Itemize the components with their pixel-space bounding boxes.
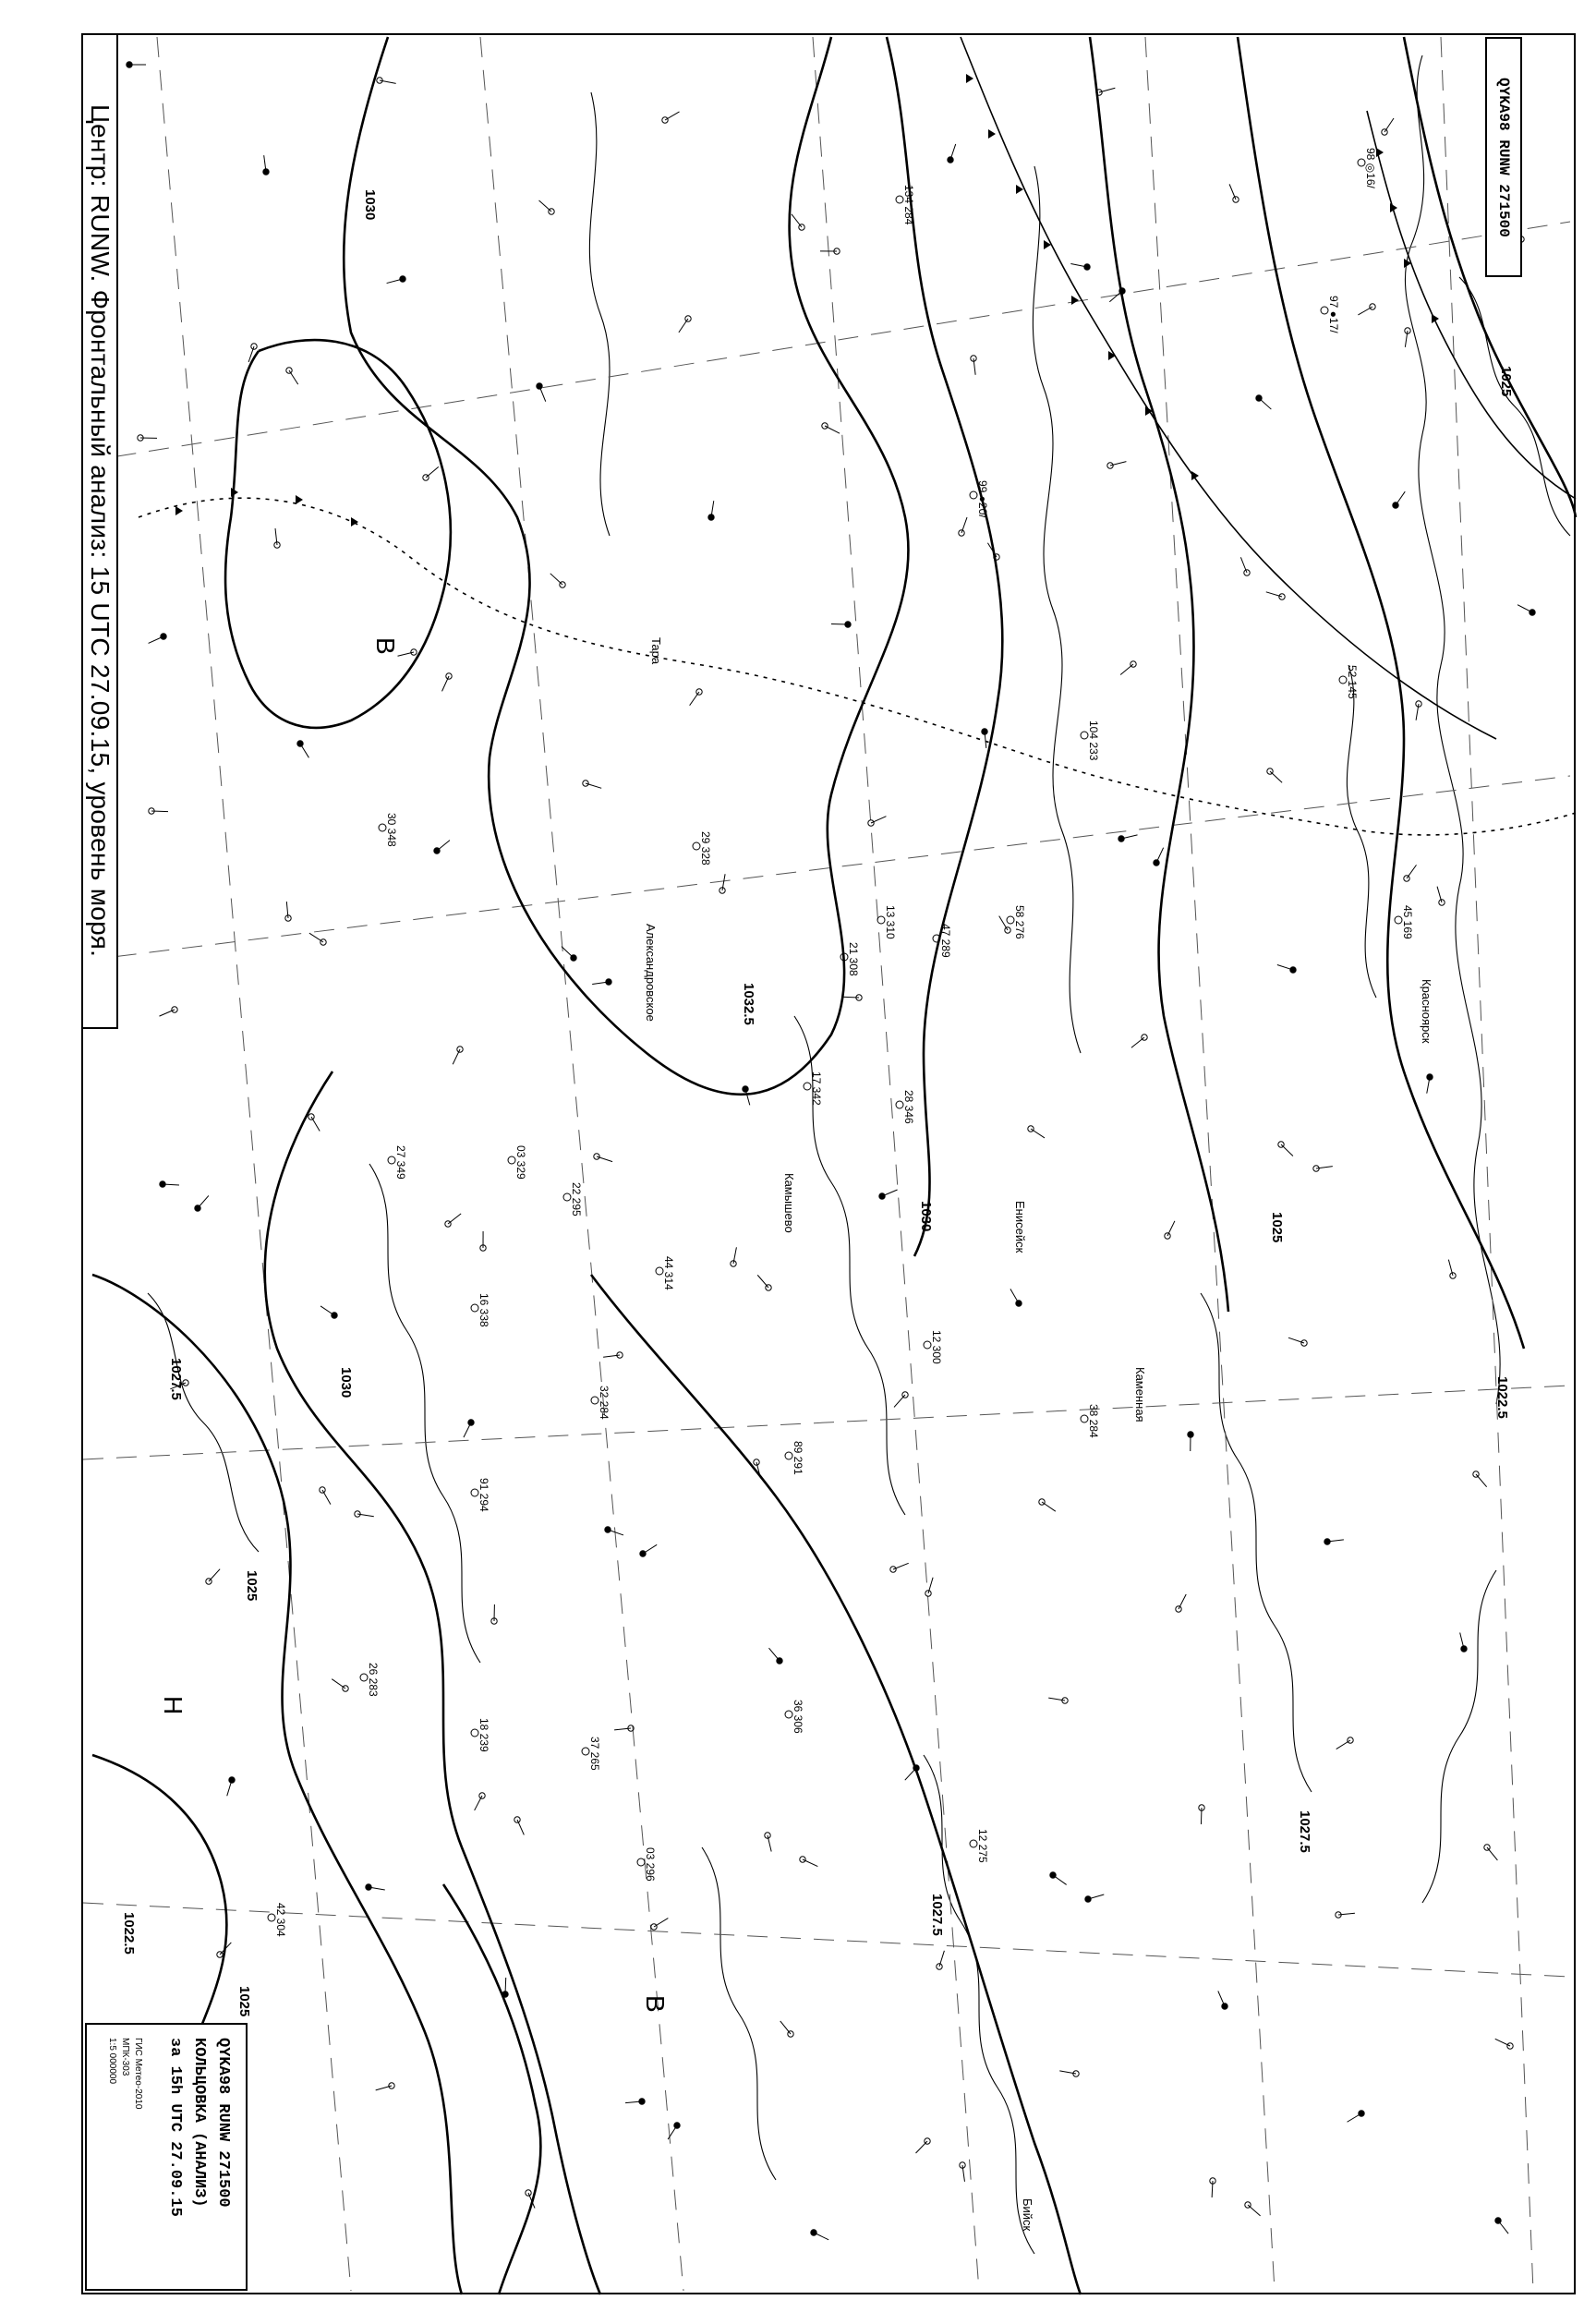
isobar-label: 1025 [1498, 366, 1514, 397]
station-plot: 52 145 [1346, 665, 1359, 699]
map-frame [81, 33, 1576, 2294]
isobar-label: 1030 [338, 1367, 354, 1398]
station-plot: 32 284 [598, 1386, 611, 1420]
station-plot: 38 284 [1087, 1404, 1100, 1438]
station-plot: 42 304 [274, 1903, 287, 1937]
station-plot: 99 ●20/ [976, 480, 989, 518]
station-plot: 58 276 [1013, 905, 1026, 939]
legend-line-2: КОЛЬЦОВКА (АНАЛИЗ) [190, 2038, 208, 2208]
station-plot: 03 329 [514, 1145, 527, 1180]
station-plot: 28 346 [902, 1090, 915, 1124]
isobar-label: 1025 [236, 1986, 252, 2017]
legend-line-4: ГИС Метео-2010 [133, 2038, 143, 2110]
isobar-label: 1022.5 [121, 1912, 137, 1955]
station-plot: 29 328 [699, 831, 712, 866]
station-plot: 44 314 [662, 1256, 675, 1290]
station-plot: 98 ◎16/ [1364, 148, 1377, 188]
station-plot: 37 265 [588, 1737, 601, 1771]
station-plot: 17 342 [810, 1071, 823, 1106]
legend-box [85, 2023, 248, 2291]
legend-line-5: МПК-303 [120, 2038, 130, 2076]
place-name: Бийск [1021, 2198, 1034, 2232]
station-plot: 12 275 [976, 1829, 989, 1863]
station-plot: 21 308 [847, 942, 860, 976]
legend-line-6: 1:5 000000 [107, 2038, 117, 2085]
pressure-center: Н [159, 1696, 187, 1715]
station-plot: 30 348 [385, 813, 398, 847]
header-code: QYKA98 RUNW 271500 [1485, 37, 1522, 277]
place-name: Александровское [644, 924, 658, 1022]
station-plot: 104 233 [1087, 720, 1100, 761]
station-plot: 47 289 [939, 924, 952, 958]
isobar-label: 1032.5 [741, 983, 756, 1025]
legend-line-1: QYKA98 RUNW 271500 [214, 2038, 232, 2208]
isobar-label: 1027.5 [1297, 1810, 1312, 1853]
isobar-label: 1030 [918, 1201, 934, 1232]
map-title: Центр: RUNW. Фронтальный анализ: 15 UTC 27.09.15, уровень моря. [81, 33, 118, 1029]
station-plot: 89 291 [792, 1441, 804, 1475]
place-name: Тара [649, 637, 663, 665]
isobar-label: 1025 [1269, 1212, 1285, 1243]
pressure-center: В [371, 637, 400, 655]
isobar-label: 1027.5 [929, 1894, 945, 1936]
pressure-center: В [641, 1995, 670, 2013]
station-plot: 03 296 [644, 1847, 657, 1882]
station-plot: 16 338 [478, 1293, 490, 1327]
isobar-label: 1027.5 [168, 1358, 184, 1400]
station-plot: 26 283 [367, 1663, 380, 1697]
place-name: Камышево [782, 1173, 796, 1233]
legend-line-3: за 15h UTC 27.09.15 [166, 2038, 184, 2217]
station-plot: 13 310 [884, 905, 897, 939]
station-plot: 12 300 [930, 1330, 943, 1364]
station-plot: 134 284 [902, 185, 915, 225]
station-plot: 18 239 [478, 1718, 490, 1752]
isobar-label: 1025 [244, 1570, 260, 1602]
isobar-label: 1022.5 [1494, 1376, 1510, 1419]
place-name: Енисейск [1013, 1201, 1027, 1253]
station-plot: 97 ●17/ [1327, 296, 1340, 333]
place-name: Каменная [1133, 1367, 1147, 1422]
station-plot: 36 306 [792, 1700, 804, 1734]
station-plot: 22 295 [570, 1182, 583, 1217]
station-plot: 91 294 [478, 1478, 490, 1512]
station-plot: 27 349 [394, 1145, 407, 1180]
station-plot: 45 169 [1401, 905, 1414, 939]
place-name: Красноярск [1420, 979, 1433, 1044]
isobar-label: 1030 [362, 189, 378, 221]
